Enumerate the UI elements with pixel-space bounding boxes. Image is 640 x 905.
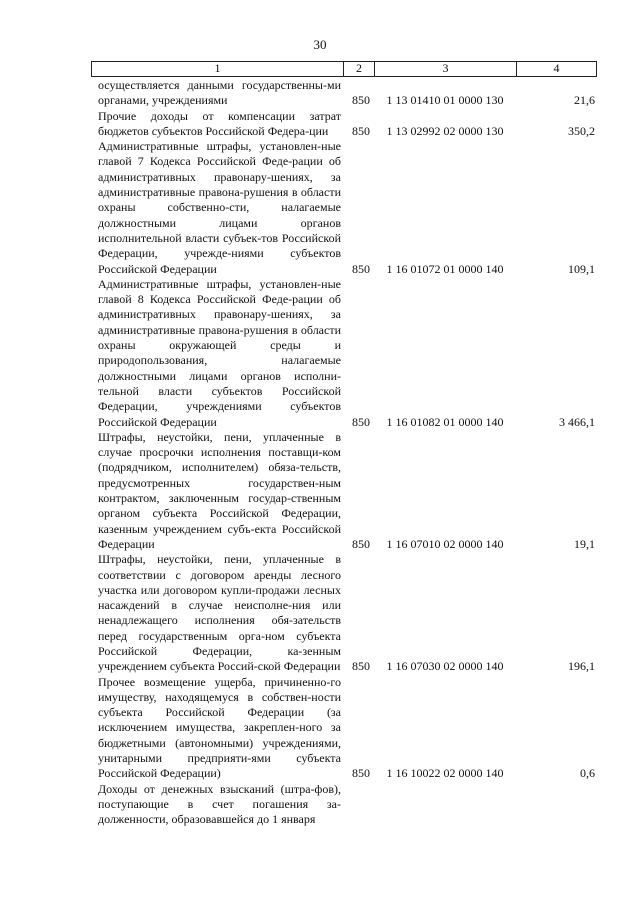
row-code: 850 [352, 766, 370, 781]
table-row [91, 77, 597, 109]
row-description: Штрафы, неустойки, пени, уплаченные в соответствии с договором аренды лесного участка или договором купли-продажи лесных насаждений в случае неисполне-ния или ненадлежащего исполнения обя-зательств перед государственным орга-ном субъекта Российской Федерации, ка-зенным учреждением субъекта Россий-ской Федерации [98, 552, 341, 674]
row-kbk: 1 16 01082 01 0000 140 [386, 414, 504, 429]
row-kbk: 1 13 02992 02 0000 130 [386, 123, 504, 138]
revenue-table [91, 61, 597, 828]
row-description: Штрафы, неустойки, пени, уплаченные в случае просрочки исполнения поставщи-ком (подрядчиком, исполнителем) обяза-тельств, предусмотренных государствен-ным контрактом, заключенным государ-ственным органом субъекта Российской Федерации, казенным учреждением субъ-екта Российской Федерации [98, 429, 341, 551]
row-amount: 21,6 [574, 93, 595, 108]
row-code: 850 [352, 93, 370, 108]
row-amount: 196,1 [568, 659, 595, 674]
row-amount: 0,6 [580, 766, 595, 781]
page-number: 30 [313, 37, 327, 52]
row-amount: 109,1 [568, 261, 595, 276]
row-code: 850 [352, 414, 370, 429]
table-row [91, 430, 597, 552]
table-header [91, 61, 597, 77]
row-kbk: 1 16 07030 02 0000 140 [386, 659, 504, 674]
row-description: Административные штрафы, установлен-ные главой 7 Кодекса Российской Феде-рации об административных правонару-шениях, за административные правона-рушения в области охраны собственно-сти, налагаемые должностными лицами органов исполнительной власти субъек-тов Российской Федерации, учрежде-ниями субъектов Российской Федерации [98, 139, 341, 276]
table-row [91, 277, 597, 430]
table-row [91, 552, 597, 674]
row-code: 850 [352, 261, 370, 276]
header-col-4: 4 [516, 62, 597, 76]
row-kbk: 1 16 01072 01 0000 140 [386, 261, 504, 276]
row-amount: 3 466,1 [559, 414, 595, 429]
row-kbk: 1 16 07010 02 0000 140 [386, 536, 504, 551]
row-code: 850 [352, 123, 370, 138]
header-col-3: 3 [374, 62, 516, 76]
row-code: 850 [352, 659, 370, 674]
row-kbk: 1 16 10022 02 0000 140 [386, 766, 504, 781]
table-row [91, 139, 597, 277]
row-description: Прочие доходы от компенсации затрат бюджетов субъектов Российской Федера-ции [98, 108, 341, 138]
row-code: 850 [352, 536, 370, 551]
table-row [91, 782, 597, 828]
header-col-1: 1 [91, 62, 343, 76]
table-row [91, 675, 597, 782]
row-description: Прочее возмещение ущерба, причиненно-го имуществу, находящемуся в собствен-ности субъекта Российской Федерации (за исключением имущества, закреплен-ного за бюджетными (автономными) учреждениями, унитарными предприяти-ями субъекта Российской Федерации) [98, 674, 341, 781]
row-kbk: 1 13 01410 01 0000 130 [386, 93, 504, 108]
row-amount: 19,1 [574, 536, 595, 551]
row-amount: 350,2 [568, 123, 595, 138]
table-row [91, 109, 597, 140]
row-description: Административные штрафы, установлен-ные главой 8 Кодекса Российской Феде-рации об административных правонару-шениях, за административные правона-рушения в области охраны окружающей среды и природопользования, налагаемые должностными лицами органов исполни-тельной власти субъектов Российской Федерации, учреждениями субъектов Российской Федерации [98, 276, 341, 429]
header-col-2: 2 [343, 62, 374, 76]
row-description: Доходы от денежных взысканий (штра-фов), поступающие в счет погашения за-долженности, образовавшейся до 1 января [98, 781, 341, 827]
row-description: осуществляется данными государственны-ми органами, учреждениями [98, 78, 341, 108]
